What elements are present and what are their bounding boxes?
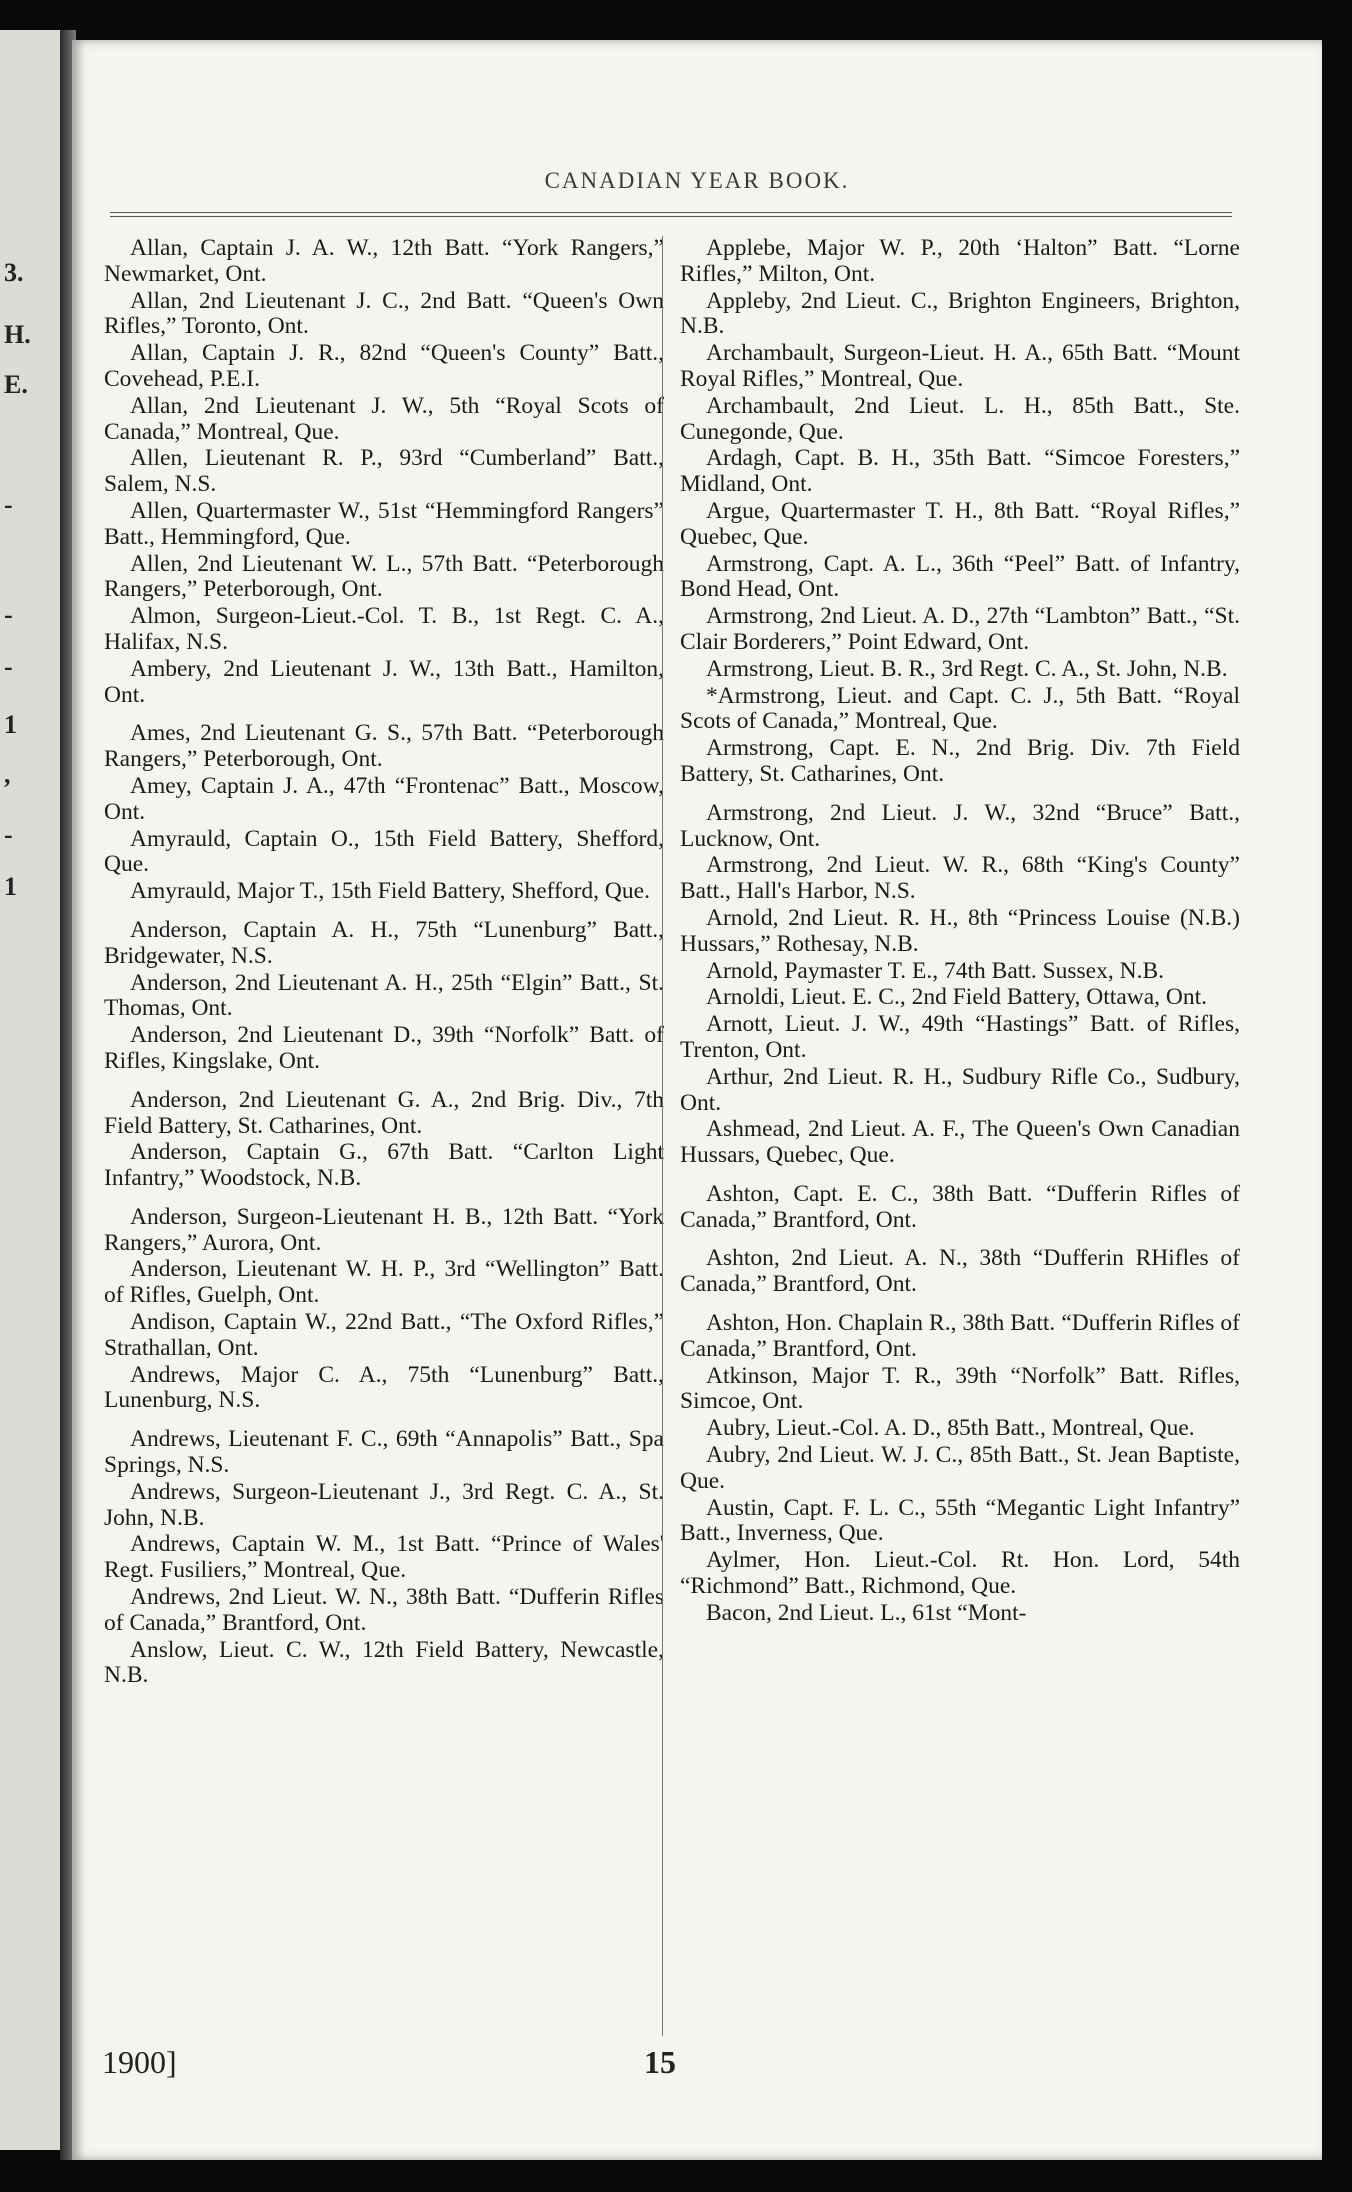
directory-entry: Andrews, Lieutenant F. C., 69th “Annapolis” Batt., Spa Springs, N.S.	[104, 1426, 664, 1479]
right-column	[680, 236, 1240, 1628]
directory-entry: Anderson, 2nd Lieutenant D., 39th “Norfolk” Batt. of Rifles, Kingslake, Ont.	[104, 1022, 664, 1074]
directory-entry: Allan, 2nd Lieutenant J. C., 2nd Batt. “Queen's Own Rifles,” Toronto, Ont.	[104, 287, 664, 340]
directory-entry: Armstrong, 2nd Lieut. J. W., 32nd “Bruce” Batt., Lucknow, Ont.	[680, 799, 1240, 852]
prev-page-fragment: 1	[4, 872, 17, 901]
directory-entry: Ashton, Capt. E. C., 38th Batt. “Dufferin Rifles of Canada,” Brantford, Ont.	[680, 1180, 1240, 1233]
directory-entry: Anderson, 2nd Lieutenant G. A., 2nd Brig. Div., 7th Field Battery, St. Catharines, Ont.	[104, 1086, 664, 1139]
directory-entry: *Armstrong, Lieut. and Capt. C. J., 5th Batt. “Royal Scots of Canada,” Montreal, Que.	[680, 682, 1240, 735]
directory-entry: Andrews, 2nd Lieut. W. N., 38th Batt. “Dufferin Rifles of Canada,” Brantford, Ont.	[104, 1584, 664, 1636]
directory-entry: Amey, Captain J. A., 47th “Frontenac” Batt., Moscow, Ont.	[104, 772, 664, 825]
directory-entry: Atkinson, Major T. R., 39th “Norfolk” Batt. Rifles, Simcoe, Ont.	[680, 1362, 1240, 1415]
prev-page-fragment: -	[4, 820, 13, 849]
directory-entry: Armstrong, Capt. E. N., 2nd Brig. Div. 7th Field Battery, St. Catharines, Ont.	[680, 735, 1240, 787]
directory-entry: Andrews, Surgeon-Lieutenant J., 3rd Regt. C. A., St. John, N.B.	[104, 1478, 664, 1531]
directory-entry: Ashton, 2nd Lieut. A. N., 38th “Dufferin RHifles of Canada,” Brantford, Ont.	[680, 1245, 1240, 1298]
directory-entry: Andison, Captain W., 22nd Batt., “The Oxford Rifles,” Strathallan, Ont.	[104, 1309, 664, 1361]
prev-page-fragment: 3.	[4, 258, 24, 287]
column-divider	[662, 236, 663, 2036]
directory-entry: Anderson, Surgeon-Lieutenant H. B., 12th Batt. “York Rangers,” Aurora, Ont.	[104, 1203, 664, 1256]
directory-entry: Ashton, Hon. Chaplain R., 38th Batt. “Dufferin Rifles of Canada,” Brantford, Ont.	[680, 1310, 1240, 1362]
left-column	[104, 236, 664, 1690]
prev-page-fragment: H.	[4, 320, 31, 349]
directory-entry: Armstrong, 2nd Lieut. W. R., 68th “King's County” Batt., Hall's Harbor, N.S.	[680, 852, 1240, 905]
previous-page-edge	[0, 30, 63, 2150]
directory-entry: Arnold, 2nd Lieut. R. H., 8th “Princess Louise (N.B.) Hussars,” Rothesay, N.B.	[680, 904, 1240, 957]
directory-entry: Amyrauld, Major T., 15th Field Battery, Shefford, Que.	[130, 878, 650, 905]
directory-entry: Aylmer, Hon. Lieut.-Col. Rt. Hon. Lord, 54th “Richmond” Batt., Richmond, Que.	[680, 1547, 1240, 1600]
directory-entry: Allan, 2nd Lieutenant J. W., 5th “Royal Scots of Canada,” Montreal, Que.	[104, 392, 664, 445]
directory-entry: Anslow, Lieut. C. W., 12th Field Battery, Newcastle, N.B.	[104, 1636, 664, 1689]
page-number: 15	[644, 2044, 676, 2080]
prev-page-fragment: E.	[4, 370, 28, 399]
directory-entry: Allen, 2nd Lieutenant W. L., 57th Batt. “Peterborough Rangers,” Peterborough, Ont.	[104, 550, 664, 603]
directory-entry: Allan, Captain J. R., 82nd “Queen's County” Batt., Covehead, P.E.I.	[104, 340, 664, 392]
directory-entry: Ashmead, 2nd Lieut. A. F., The Queen's Own Canadian Hussars, Quebec, Que.	[680, 1116, 1240, 1169]
directory-entry: Amyrauld, Captain O., 15th Field Battery, Shefford, Que.	[104, 825, 664, 878]
directory-entry: Aubry, 2nd Lieut. W. J. C., 85th Batt., St. Jean Baptiste, Que.	[680, 1442, 1240, 1494]
header-rule	[110, 212, 1232, 217]
directory-entry: Arnold, Paymaster T. E., 74th Batt. Sussex, N.B.	[706, 957, 1165, 984]
directory-entry: Armstrong, Capt. A. L., 36th “Peel” Batt. of Infantry, Bond Head, Ont.	[680, 550, 1240, 603]
prev-page-fragment: -	[4, 652, 13, 681]
directory-entry: Armstrong, 2nd Lieut. A. D., 27th “Lambton” Batt., “St. Clair Borderers,” Point Edward, Ont.	[680, 603, 1240, 655]
directory-entry: Aubry, Lieut.-Col. A. D., 85th Batt., Montreal, Que.	[706, 1415, 1195, 1442]
directory-entry: Archambault, 2nd Lieut. L. H., 85th Batt., Ste. Cunegonde, Que.	[680, 392, 1240, 445]
prev-page-fragment: 1	[4, 710, 17, 739]
running-title: CANADIAN YEAR BOOK.	[544, 168, 850, 193]
directory-entry: Anderson, Captain G., 67th Batt. “Carlton Light Infantry,” Woodstock, N.B.	[104, 1139, 664, 1192]
footer-year: 1900]	[102, 2044, 177, 2080]
directory-entry: Allen, Lieutenant R. P., 93rd “Cumberland” Batt., Salem, N.S.	[104, 445, 664, 498]
directory-entry: Allen, Quartermaster W., 51st “Hemmingford Rangers” Batt., Hemmingford, Que.	[104, 497, 664, 550]
directory-entry: Ambery, 2nd Lieutenant J. W., 13th Batt., Hamilton, Ont.	[104, 655, 664, 708]
directory-entry: Applebe, Major W. P., 20th ‘Halton” Batt. “Lorne Rifles,” Milton, Ont.	[680, 235, 1240, 287]
directory-entry: Arthur, 2nd Lieut. R. H., Sudbury Rifle Co., Sudbury, Ont.	[680, 1063, 1240, 1116]
prev-page-fragment: -	[4, 600, 13, 629]
directory-entry: Anderson, 2nd Lieutenant A. H., 25th “Elgin” Batt., St. Thomas, Ont.	[104, 969, 664, 1022]
directory-entry: Archambault, Surgeon-Lieut. H. A., 65th Batt. “Mount Royal Rifles,” Montreal, Que.	[680, 340, 1240, 392]
directory-entry: Allan, Captain J. A. W., 12th Batt. “York Rangers,” Newmarket, Ont.	[104, 235, 664, 287]
directory-entry: Ardagh, Capt. B. H., 35th Batt. “Simcoe Foresters,” Midland, Ont.	[680, 445, 1240, 498]
prev-page-fragment: ,	[4, 760, 11, 789]
directory-entry: Anderson, Lieutenant W. H. P., 3rd “Wellington” Batt. of Rifles, Guelph, Ont.	[104, 1256, 664, 1309]
directory-entry: Almon, Surgeon-Lieut.-Col. T. B., 1st Regt. C. A., Halifax, N.S.	[104, 603, 664, 655]
directory-entry: Andrews, Captain W. M., 1st Batt. “Prince of Wales' Regt. Fusiliers,” Montreal, Que.	[104, 1531, 664, 1584]
directory-entry: Austin, Capt. F. L. C., 55th “Megantic Light Infantry” Batt., Inverness, Que.	[680, 1494, 1240, 1547]
directory-entry: Arnoldi, Lieut. E. C., 2nd Field Battery, Ottawa, Ont.	[706, 984, 1208, 1011]
directory-entry: Appleby, 2nd Lieut. C., Brighton Engineers, Brighton, N.B.	[680, 287, 1240, 340]
directory-entry: Arnott, Lieut. J. W., 49th “Hastings” Batt. of Rifles, Trenton, Ont.	[680, 1011, 1240, 1063]
directory-entry: Bacon, 2nd Lieut. L., 61st “Mont-	[706, 1599, 1027, 1626]
directory-entry: Argue, Quartermaster T. H., 8th Batt. “Royal Rifles,” Quebec, Que.	[680, 497, 1240, 550]
directory-entry: Andrews, Major C. A., 75th “Lunenburg” Batt., Lunenburg, N.S.	[104, 1361, 664, 1414]
book-page	[72, 40, 1322, 2160]
prev-page-fragment: -	[4, 490, 13, 519]
directory-entry: Anderson, Captain A. H., 75th “Lunenburg” Batt., Bridgewater, N.S.	[104, 916, 664, 969]
directory-entry: Ames, 2nd Lieutenant G. S., 57th Batt. “Peterborough Rangers,” Peterborough, Ont.	[104, 720, 664, 773]
directory-entry: Armstrong, Lieut. B. R., 3rd Regt. C. A., St. John, N.B.	[706, 655, 1228, 682]
